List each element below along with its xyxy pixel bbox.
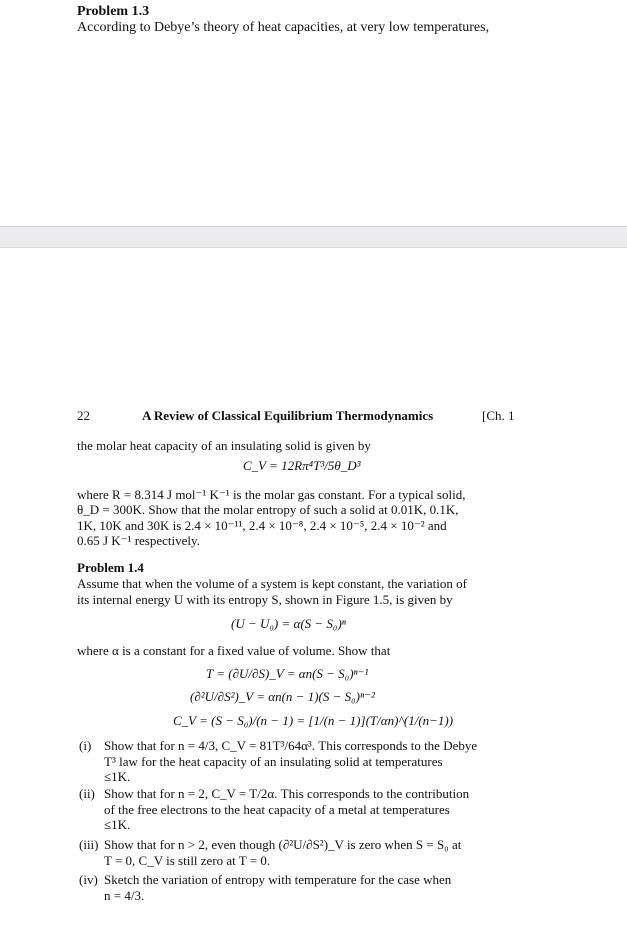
item-iv-label: (iv) [79,872,98,887]
item-ii-line-1: Show that for n = 2, C_V = T/2α. This corresponds to the contribution [104,786,470,801]
where-line-1: where R = 8.314 J mol⁻¹ K⁻¹ is the molar gas constant. For a typical solid, [77,487,466,502]
item-iv-line-1: Sketch the variation of entropy with temperature for the case when [104,872,452,887]
intro-line: the molar heat capacity of an insulating solid is given by [77,438,371,453]
item-i-line-2: T³ law for the heat capacity of an insulating solid at temperatures [104,754,443,769]
p14-line-2: its internal energy U with its entropy S, shown in Figure 1.5, is given by [77,592,453,607]
equation-d2u: (∂²U/∂S²)_V = αn(n − 1)(S − S₀)ⁿ⁻² [190,689,375,704]
item-ii-line-2: of the free electrons to the heat capacity of a metal at temperatures [104,802,450,817]
book-page [0,248,627,949]
equation-cv2: C_V = (S − S₀)/(n − 1) = [1/(n − 1)](T/αn)^(1/(n−1)) [173,713,454,728]
item-ii-line-3: ≤1K. [104,817,131,832]
item-iv-line-2: n = 4/3. [104,888,145,903]
blank-space [0,88,627,226]
p14-line-1: Assume that when the volume of a system is kept constant, the variation of [77,576,467,591]
where-line-2: θ_D = 300K. Show that the molar entropy of such a solid at 0.01K, 0.1K, [77,502,459,517]
page-number: 22 [77,408,90,423]
where-line-3: 1K, 10K and 30K is 2.4 × 10⁻¹¹, 2.4 × 10⁻⁸, 2.4 × 10⁻⁵, 2.4 × 10⁻² and [77,518,447,533]
item-i-line-3: ≤1K. [104,769,131,784]
page-divider [0,226,627,248]
equation-t: T = (∂U/∂S)_V = αn(S − S₀)ⁿ⁻¹ [206,666,369,681]
problem-1-4-label: Problem 1.4 [77,560,144,575]
where-line-4: 0.65 J K⁻¹ respectively. [77,533,200,548]
item-i-label: (i) [79,738,92,753]
problem-1-3-snippet [0,0,627,88]
running-head-chapter: [Ch. 1 [482,408,515,423]
item-i-line-1: Show that for n = 4/3, C_V = 81T³/64α³. This corresponds to the Debye [104,738,478,753]
problem-1-3-label: Problem 1.3 [77,4,150,19]
item-iii-line-2: T = 0, C_V is still zero at T = 0. [104,853,271,868]
item-iii-label: (iii) [79,837,99,852]
equation-u: (U − U₀) = α(S − S₀)ⁿ [231,616,346,631]
problem-1-3-text: According to Debye’s theory of heat capacities, at very low temperatures, [77,20,490,35]
running-head-title: A Review of Classical Equilibrium Thermodynamics [142,408,434,423]
where-alpha-line: where α is a constant for a fixed value of volume. Show that [77,643,391,658]
equation-cv: C_V = 12Rπ⁴T³/5θ_D³ [243,458,361,473]
item-ii-label: (ii) [79,786,95,801]
item-iii-line-1: Show that for n > 2, even though (∂²U/∂S²)_V is zero when S = S₀ at [104,837,462,852]
